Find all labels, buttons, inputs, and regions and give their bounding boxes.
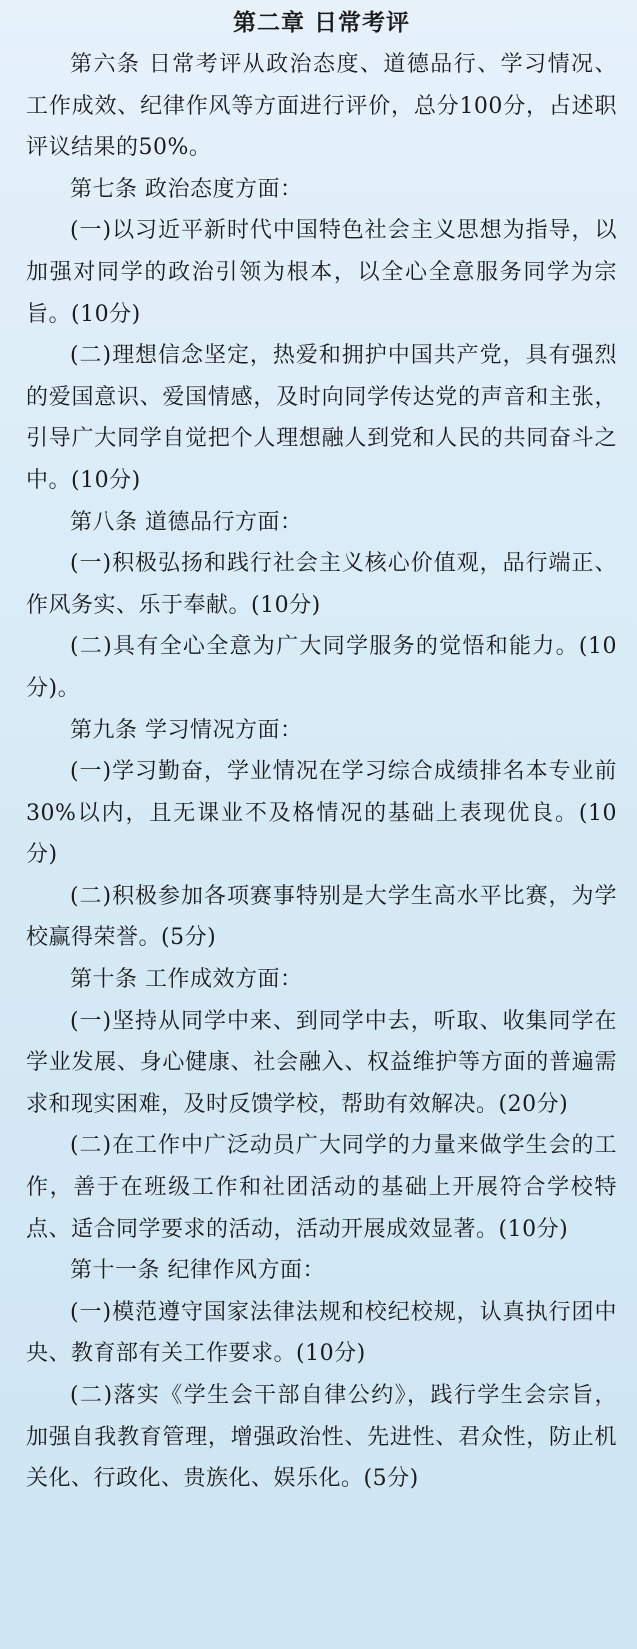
article-7-heading: 第七条 政治态度方面： — [70, 176, 303, 202]
article-10-item-2: (二)在工作中广泛动员广大同学的力量来做学生会的工作，善于在班级工作和社团活动的基础上开展符合学校特点、适合同学要求的活动，活动开展成效显著。(10分) — [26, 1133, 617, 1242]
article-8-item-1: (一)积极弘扬和践行社会主义核心价值观，品行端正、作风务实、乐于奉献。(10分) — [26, 551, 617, 618]
article-9-item-1: (一)学习勤奋，学业情况在学习综合成绩排名本专业前30%以内，且无课业不及格情况的基础上表现优良。(10分) — [26, 759, 617, 868]
article-8-heading: 第八条 道德品行方面： — [70, 509, 303, 535]
article-11-heading: 第十一条 纪律作风方面： — [70, 1258, 325, 1284]
article-9-item-2: (二)积极参加各项赛事特别是大学生高水平比赛，为学校赢得荣誉。(5分) — [26, 883, 617, 951]
article-10-heading: 第十条 工作成效方面： — [70, 967, 303, 993]
article-9-heading: 第九条 学习情况方面： — [70, 717, 303, 743]
article-11-item-1: (一)模范遵守国家法律法规和校纪校规，认真执行团中央、教育部有关工作要求。(10分) — [26, 1299, 617, 1367]
article-8-item-2: (二)具有全心全意为广大同学服务的觉悟和能力。(10分)。 — [26, 634, 617, 701]
article-11-item-2: (二)落实《学生会干部自律公约》，践行学生会宗旨，加强自我教育管理，增强政治性、先进性、君众性，防止机关化、行政化、贵族化、娱乐化。(5分) — [26, 1383, 617, 1492]
article-10-item-1: (一)坚持从同学中来、到同学中去，听取、收集同学在学业发展、身心健康、社会融入、权益维护等方面的普遍需求和现实困难，及时反馈学校，帮助有效解决。(20分) — [26, 1008, 617, 1117]
chapter-title: 第二章 日常考评 — [232, 9, 410, 36]
article-7-item-2: (二)理想信念坚定，热爱和拥护中国共产党，具有强烈的爱国意识、爱国情感，及时向同学传达党的声音和主张，引导广大同学自觉把个人理想融人到党和人民的共同奋斗之中。(10分) — [26, 343, 617, 493]
article-7-item-1: (一)以习近平新时代中国特色社会主义思想为指导，以加强对同学的政治引领为根本，以全心全意服务同学为宗旨。(10分) — [26, 218, 617, 327]
article-6: 第六条 日常考评从政治态度、道德品行、学习情况、工作成效、纪律作风等方面进行评价，总分100分，占述职评议结果的50%。 — [26, 52, 617, 161]
